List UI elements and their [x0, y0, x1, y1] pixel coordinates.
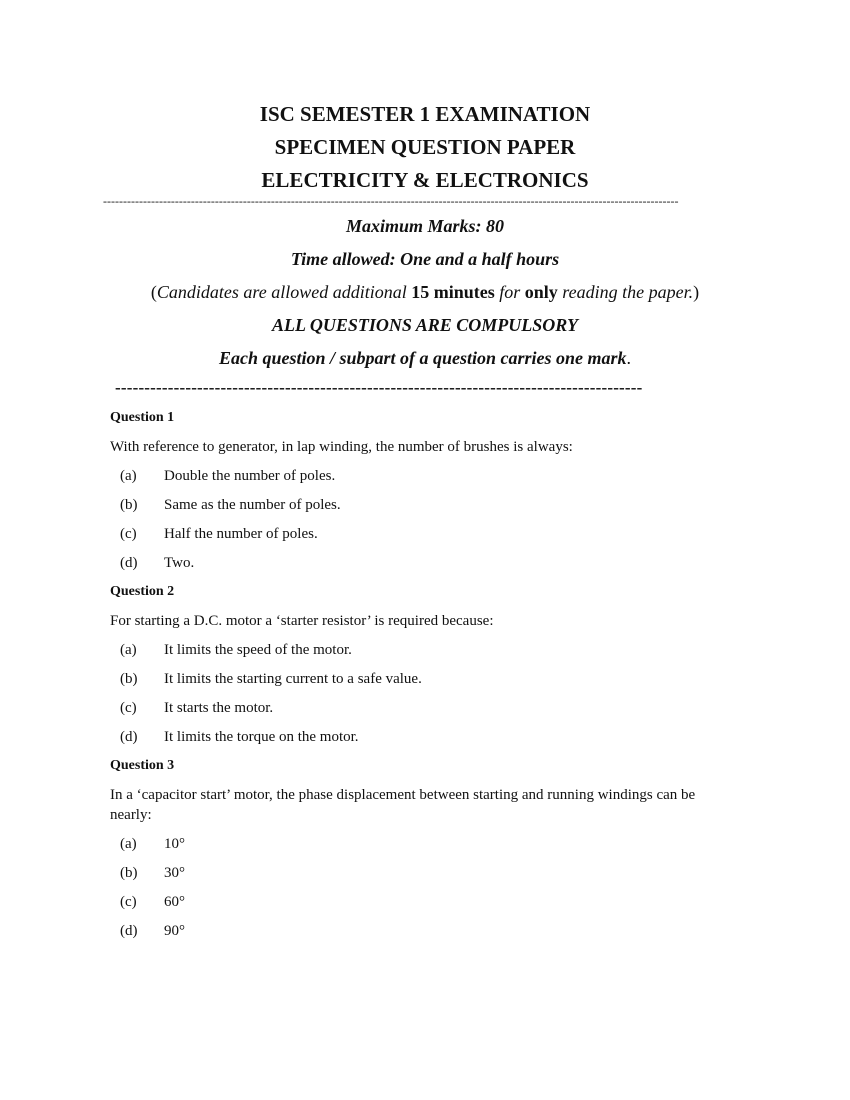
max-marks: Maximum Marks: 80: [345, 216, 505, 236]
exam-instructions: [0, 210, 850, 375]
question-heading: Question 1: [110, 410, 175, 425]
question-3: [110, 757, 730, 941]
top-separator: ------------------------------------------------------------------------------------------------------------------------------------------------: [103, 195, 679, 207]
option-d: [110, 921, 730, 941]
option-a: [110, 640, 730, 660]
option-text: It limits the starting current to a safe value.: [164, 671, 422, 687]
time-allowed: Time allowed: One and a half hours: [290, 249, 560, 269]
question-text: In a ‘capacitor start’ motor, the phase displacement between starting and running windings can be nearly:: [110, 787, 696, 823]
option-a: [110, 834, 730, 854]
question-2: [110, 583, 730, 747]
reading-time-note: (Candidates are allowed additional 15 minutes for only reading the paper.): [150, 282, 700, 302]
question-heading: Question 2: [110, 584, 175, 599]
question-1: [110, 409, 730, 573]
option-b: [110, 495, 730, 515]
option-label: (c): [120, 894, 137, 910]
option-text: Double the number of poles.: [164, 468, 336, 484]
option-text: Same as the number of poles.: [164, 497, 341, 513]
question-heading: Question 3: [110, 758, 175, 773]
option-label: (c): [120, 700, 137, 716]
option-c: [110, 698, 730, 718]
compulsory-note: ALL QUESTIONS ARE COMPULSORY: [272, 315, 578, 335]
option-d: [110, 553, 730, 573]
paper-type-title: SPECIMEN QUESTION PAPER: [274, 135, 576, 159]
option-text: 10°: [164, 836, 185, 852]
option-text: Half the number of poles.: [164, 526, 318, 542]
option-b: [110, 863, 730, 883]
option-label: (a): [120, 836, 137, 852]
option-c: [110, 524, 730, 544]
questions-list: [110, 409, 730, 951]
option-label: (b): [120, 497, 138, 513]
bottom-separator: ------------------------------------------------------------------------------------------: [115, 380, 643, 396]
option-text: It limits the speed of the motor.: [164, 642, 352, 658]
option-label: (a): [120, 642, 137, 658]
option-text: 60°: [164, 894, 185, 910]
option-a: [110, 466, 730, 486]
exam-title: ISC SEMESTER 1 EXAMINATION: [259, 102, 591, 126]
subject-title: ELECTRICITY & ELECTRONICS: [261, 168, 589, 192]
option-label: (d): [120, 923, 138, 939]
option-c: [110, 892, 730, 912]
option-text: It limits the torque on the motor.: [164, 729, 359, 745]
option-b: [110, 669, 730, 689]
option-label: (b): [120, 671, 138, 687]
option-label: (b): [120, 865, 138, 881]
option-text: 30°: [164, 865, 185, 881]
question-text: For starting a D.C. motor a ‘starter resistor’ is required because:: [110, 613, 494, 629]
paper-header: [0, 98, 850, 197]
option-label: (d): [120, 729, 138, 745]
option-label: (d): [120, 555, 138, 571]
option-d: [110, 727, 730, 747]
option-label: (c): [120, 526, 137, 542]
marks-note: Each question / subpart of a question carries one mark.: [218, 348, 632, 368]
question-text: With reference to generator, in lap winding, the number of brushes is always:: [110, 439, 573, 455]
option-text: It starts the motor.: [164, 700, 274, 716]
option-label: (a): [120, 468, 137, 484]
option-text: 90°: [164, 923, 185, 939]
option-text: Two.: [164, 555, 195, 571]
